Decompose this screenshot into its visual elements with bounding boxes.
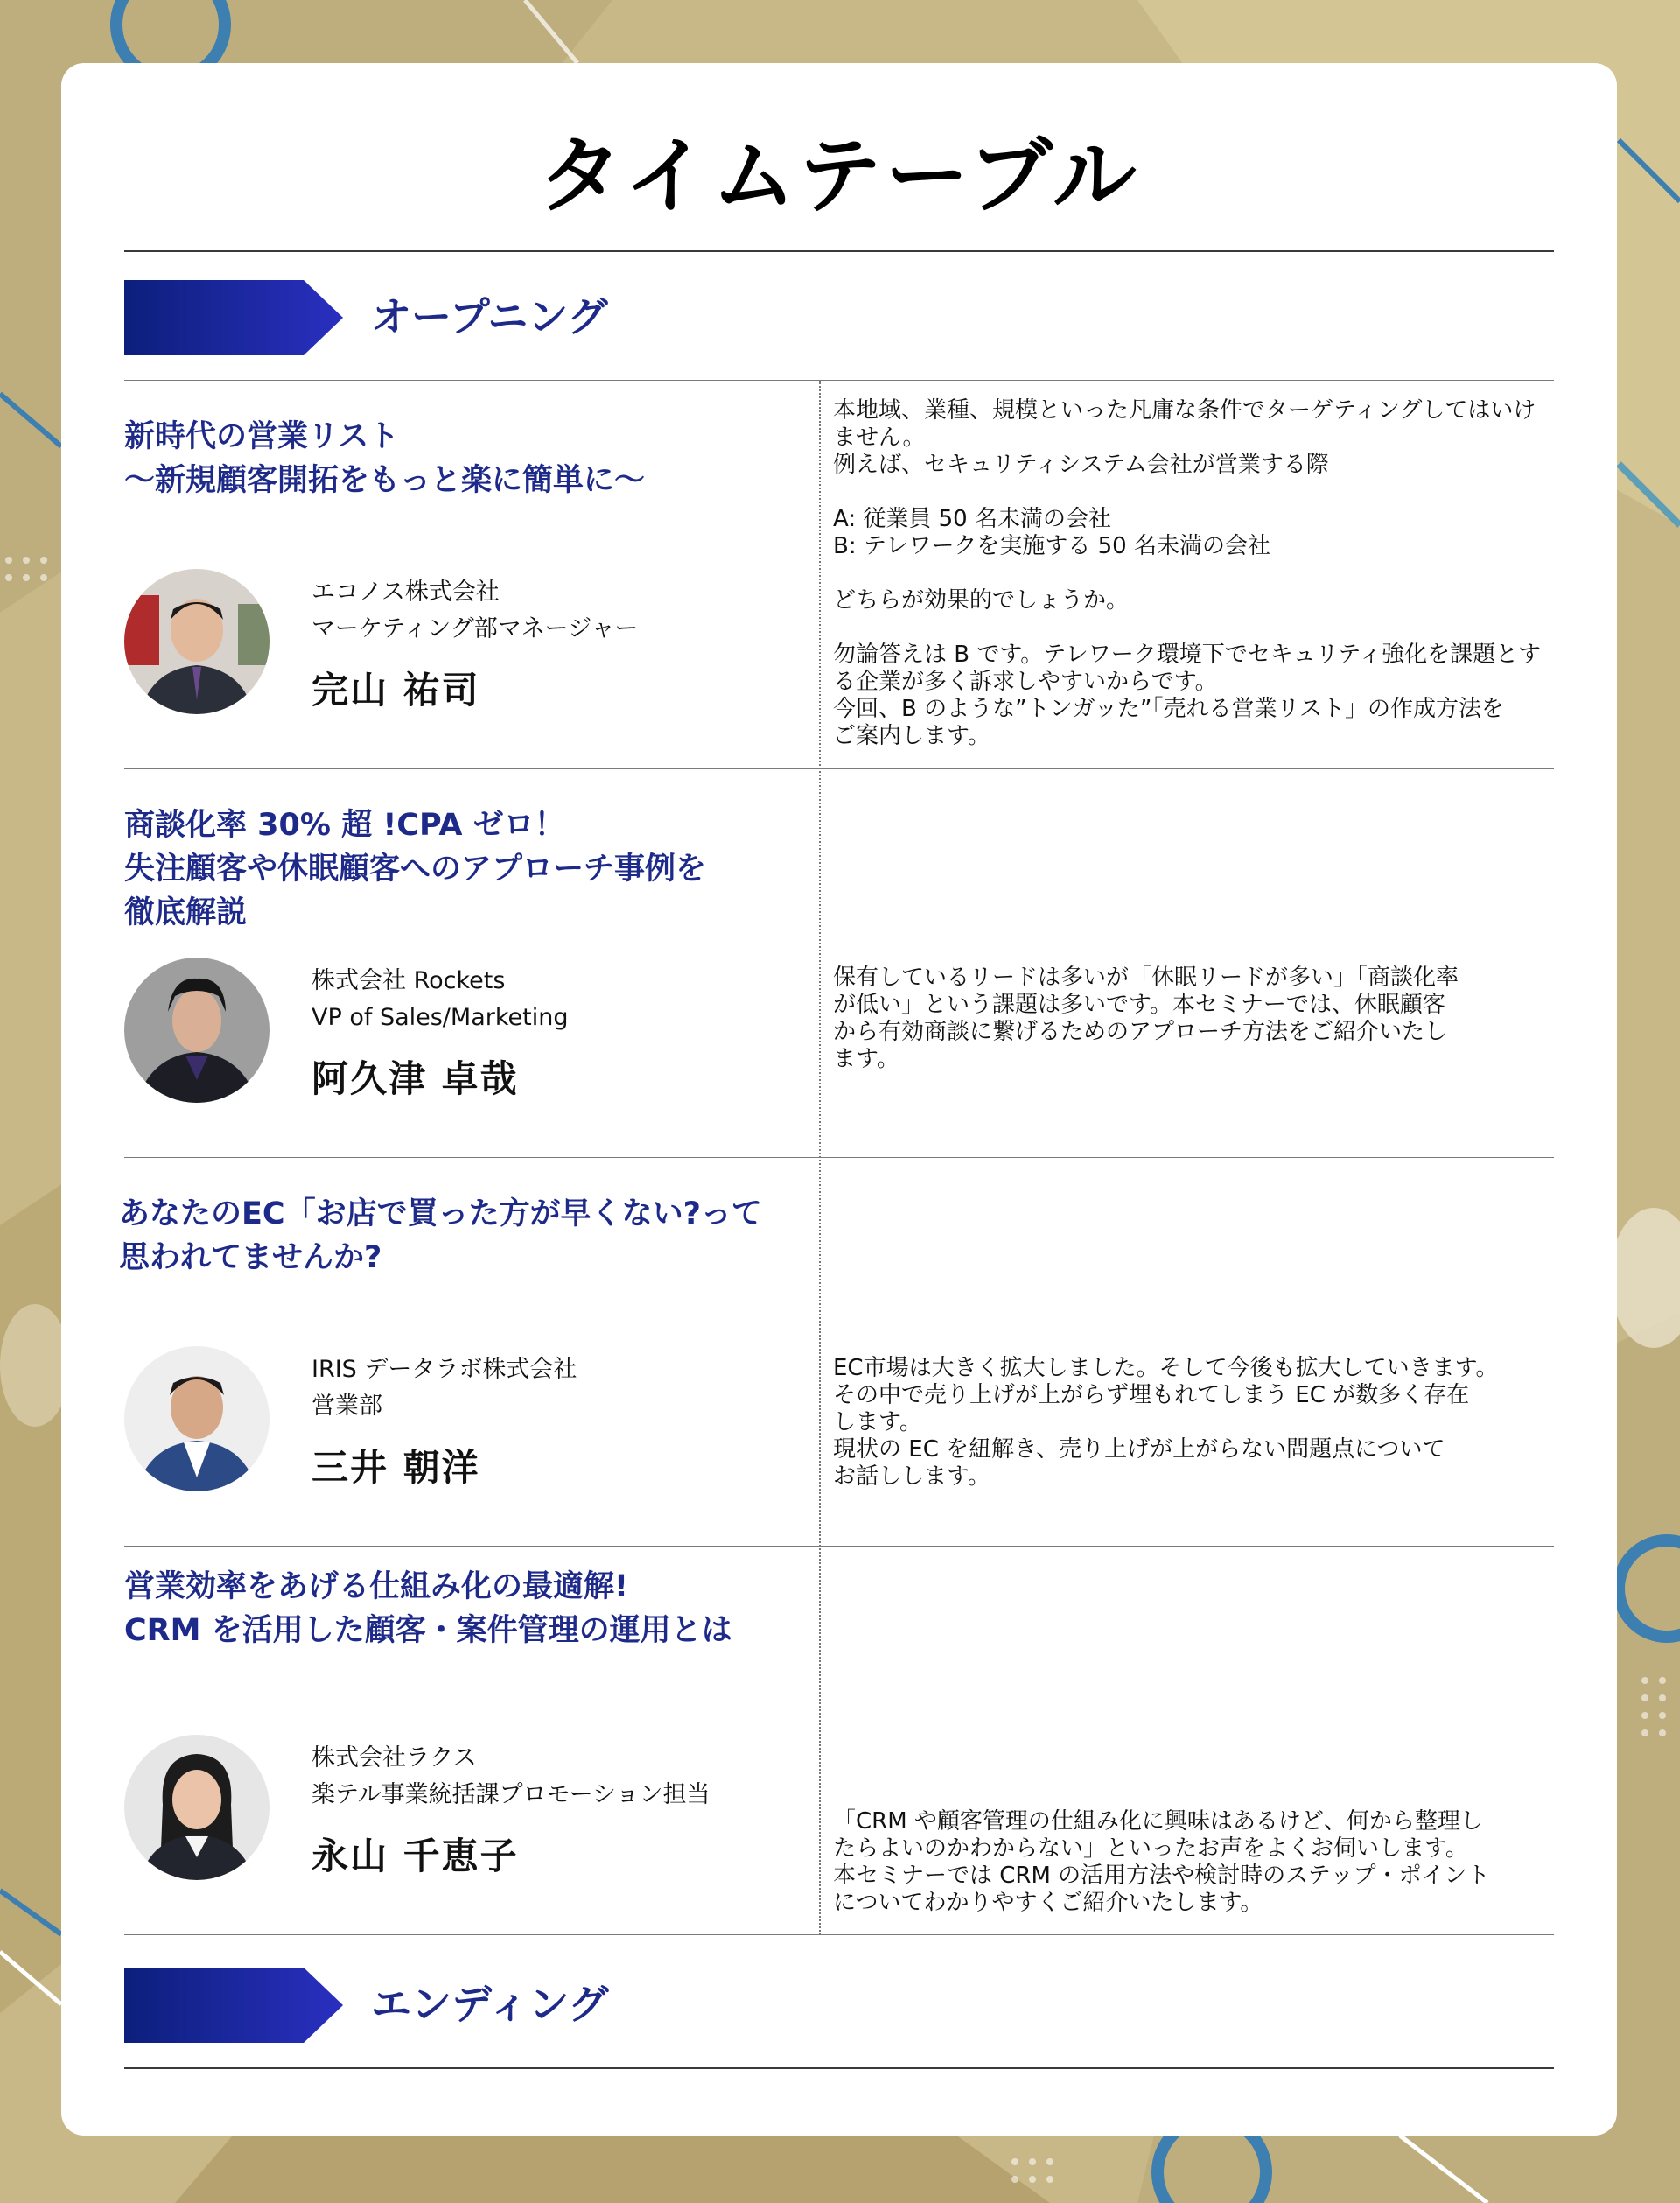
- speaker-name: 完山 祐司: [312, 669, 480, 712]
- section-opening: [124, 280, 824, 355]
- speaker-company: 株式会社ラクス 楽テル事業統括課プロモーション担当: [312, 1744, 710, 1808]
- speaker-name: 阿久津 卓哉: [312, 1057, 519, 1100]
- section-label: オープニング: [371, 293, 608, 340]
- speaker-company: エコノス株式会社 マーケティング部マネージャー: [312, 579, 639, 642]
- session-3: [119, 1157, 1554, 1546]
- speaker-name: 三井 朝洋: [312, 1446, 480, 1489]
- page-title: タイムテーブル: [538, 127, 1140, 225]
- section-label: エンディング: [371, 1981, 609, 2028]
- session-title: あなたのEC「お店で買った方が早くない?って 思われてませんか?: [119, 1196, 762, 1275]
- speaker-company: IRIS データラボ株式会社 営業部: [312, 1356, 578, 1420]
- arrow-marker-icon: [124, 1968, 343, 2043]
- speaker-avatar: [124, 958, 270, 1103]
- speaker-avatar: [124, 1735, 270, 1880]
- arrow-marker-icon: [124, 280, 343, 355]
- row-divider: [124, 1934, 1554, 1935]
- session-2: [124, 768, 1554, 1157]
- speaker-avatar: [124, 569, 270, 714]
- section-ending: [124, 1968, 824, 2043]
- session-4: [124, 1546, 1554, 1934]
- session-description: EC市場は大きく拡大しました。そして今後も拡大していきます。 その中で売り上げが上がらず埋もれてしまう EC が数多く存在 します。 現状の EC を紐解き、売り上げが上がらない問題点について お話しします。: [833, 1355, 1499, 1490]
- bottom-divider: [124, 2067, 1554, 2069]
- session-title: 新時代の営業リスト ～新規顧客開拓をもっと楽に簡単に～: [124, 419, 646, 498]
- speaker-company: 株式会社 Rockets VP of Sales/Marketing: [312, 967, 569, 1031]
- session-description: 「CRM や顧客管理の仕組み化に興味はあるけど、何から整理し たらよいのかわからない」といったお声をよくお伺いします。 本セミナーでは CRM の活用方法や検討時のステップ・ポイント についてわかりやすくご紹介いたします。: [833, 1808, 1490, 1916]
- session-1: [124, 380, 1554, 768]
- session-title: 営業効率をあげる仕組み化の最適解! CRM を活用した顧客・案件管理の運用とは: [124, 1569, 732, 1648]
- speaker-avatar: [124, 1346, 270, 1491]
- session-description: 本地域、業種、規模といった凡庸な条件でターゲティングしてはいけ ません。 例えば、セキュリティシステム会社が営業する際 A: 従業員 50 名未満の会社 B: テレワークを実施する 50 名未満の会社 どちらが効果的でしょうか。 勿論答えは B です。テレワーク環境下でセキュリティ強化を課題とす る企業が多く訴求しやすいからです。 今回、B のような”トンガッた”「売れる営業リスト」の作成方法を ご案内します。: [833, 397, 1542, 749]
- timetable-card: [61, 63, 1617, 2136]
- session-description: 保有しているリードは多いが「休眠リードが多い」「商談化率 が低い」という課題は多いです。本セミナーでは、休眠顧客 から有効商談に繋げるためのアプローチ方法をご紹介いたし ます。: [833, 965, 1460, 1072]
- session-title: 商談化率 30% 超 !CPA ゼロ！ 失注顧客や休眠顧客へのアプローチ事例を 徹底解説: [124, 808, 707, 930]
- title-divider: [124, 250, 1554, 252]
- speaker-name: 永山 千恵子: [312, 1835, 519, 1877]
